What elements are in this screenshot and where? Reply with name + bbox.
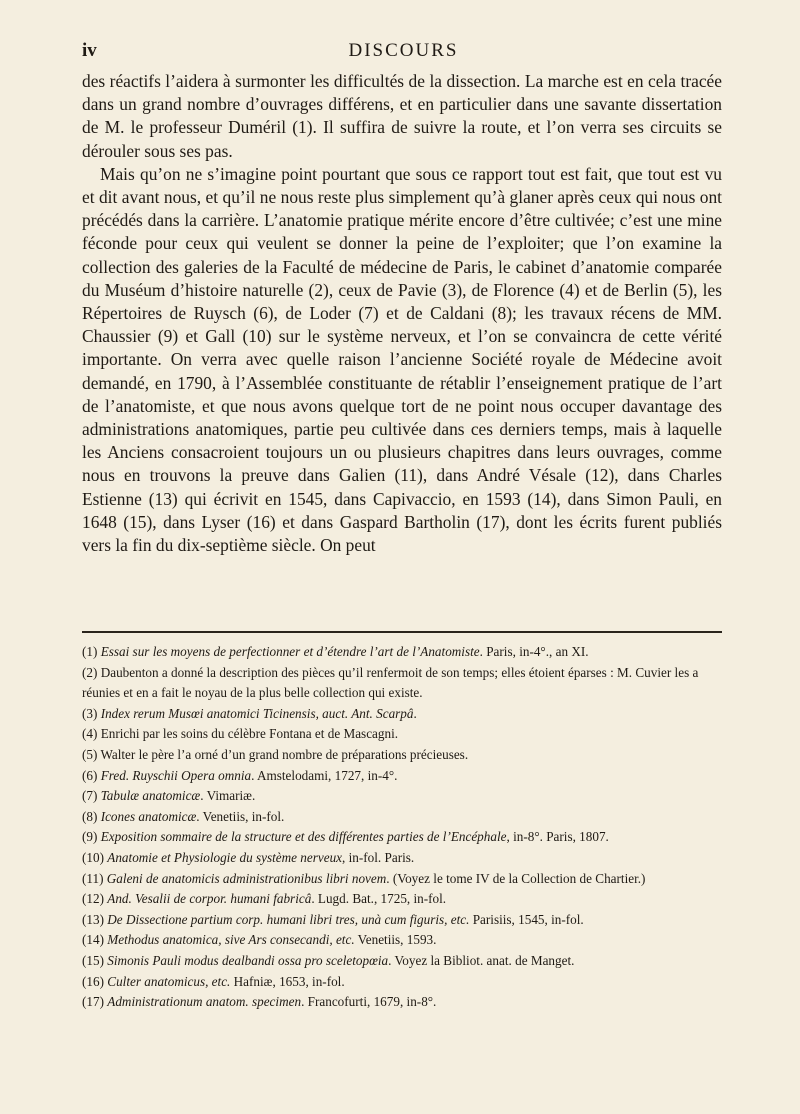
footnote-number: (13) [82, 911, 104, 927]
footnote-number: (7) [82, 788, 98, 804]
footnote-number: (14) [82, 932, 104, 948]
footnote-text: Walter le père l’a orné d’un grand nombre de préparations précieuses. [100, 746, 469, 762]
footnote-text: . Paris, in-4°., an XI. [479, 644, 589, 659]
footnote-number: (5) [82, 746, 98, 762]
main-text [82, 70, 722, 557]
footnote-text: . Voyez la Bibliot. anat. de Manget. [388, 952, 575, 968]
footnote-number: (10) [82, 849, 104, 865]
footnote-3 [82, 704, 722, 725]
footnote-text: . Amstelodami, 1727, in-4°. [251, 767, 398, 783]
footnote-number: (4) [82, 726, 98, 742]
footnote-title: Fred. Ruyschii Opera omnia [100, 767, 252, 783]
footnote-text: , in-fol. Paris. [342, 849, 415, 865]
footnote-14 [82, 930, 722, 951]
footnote-title: Exposition sommaire de la structure et des différentes parties de l’Encéphale [100, 829, 507, 845]
footnote-number: (12) [82, 891, 104, 907]
page-header [82, 40, 725, 66]
footnote-title: And. Vesalii de corpor. humani fabricâ [107, 891, 312, 907]
footnote-15 [82, 951, 722, 972]
footnote-number: (6) [82, 767, 98, 783]
footnote-4 [82, 724, 722, 745]
footnote-text: . Francofurti, 1679, in-8°. [301, 994, 437, 1010]
footnote-5 [82, 745, 722, 766]
footnote-7 [82, 786, 722, 807]
footnote-text: , in-8°. Paris, 1807. [506, 829, 609, 845]
footnote-text: Enrichi par les soins du célèbre Fontana et de Mascagni. [100, 726, 399, 742]
footnote-text: Parisiis, 1545, in-fol. [469, 911, 584, 927]
footnote-13 [82, 910, 722, 931]
footnote-10 [82, 848, 722, 869]
footnote-text: . (Voyez le tome IV de la Collection de Chartier.) [386, 870, 646, 886]
footnote-title: Methodus anatomica, sive Ars consecandi, etc. [107, 932, 355, 948]
footnote-6 [82, 766, 722, 787]
paragraph: Mais qu’on ne s’imagine point pourtant que sous ce rapport tout est fait, que tout est vu et dit avant nous, et qu’il ne nous reste plus simplement qu’à glaner après ceux qui nous ont précédés dans la carrière. L’anatomie pratique mérite encore d’être cultivée; c’est une mine féconde pour ceux qui veulent se donner la peine de l’exploiter; que l’on examine la collection des galeries de la Faculté de médecine de Paris, le cabinet d’anatomie comparée du Muséum d’histoire naturelle (2), ceux de Pavie (3), de Florence (4) et de Berlin (5), les Répertoires de Ruysch (6), de Loder (7) et de Caldani (8); les travaux récens de MM. Chaussier (9) et Gall (10) sur le système nerveux, et l’on se convaincra de cette vérité importante. On verra avec quelle raison l’ancienne Société royale de Médecine avoit demandé, en 1790, à l’Assemblée constituante de rétablir l’enseignement pratique de l’art de l’anatomiste, et que nous avons quelque tort de ne point nous occuper davantage des administrations anatomiques, partie peu cultivée dans ces derniers temps, mais à laquelle les Anciens consacroient toujours un ou plusieurs chapitres dans leurs ouvrages, comme nous en trouvons la preuve dans Galien (11), dans André Vésale (12), dans Charles Estienne (13) qui écrivit en 1545, dans Capivaccio, en 1593 (14), dans Simon Pauli, en 1648 (15), dans Lyser (16) et dans Gaspard Bartholin (17), dont les écrits furent publiés vers la fin du dix-septième siècle. On peut [82, 163, 722, 556]
footnote-number: (11) [82, 870, 104, 886]
footnote-title: Index rerum Musœi anatomici Ticinensis, auct. Ant. Scarpâ [100, 705, 414, 721]
footnote-text: . Lugd. Bat., 1725, in-fol. [311, 891, 447, 907]
footnote-title: De Dissectione partium corp. humani libri tres, unà cum figuris, etc. [107, 911, 470, 927]
footnote-title: Simonis Pauli modus dealbandi ossa pro sceletopœia [107, 952, 389, 968]
footnote-9 [82, 827, 722, 848]
footnote-title: Tabulæ anatomicæ [100, 788, 201, 804]
footnote-2 [82, 663, 722, 704]
page-number: iv [82, 40, 97, 61]
footnote-11 [82, 869, 722, 890]
footnote-number: (8) [82, 808, 98, 824]
footnote-1 [82, 642, 722, 663]
footnotes [82, 642, 722, 1013]
footnote-title: Culter anatomicus, etc. [107, 973, 231, 989]
footnote-text: Venetiis, 1593. [354, 932, 437, 948]
running-title: DISCOURS [348, 40, 459, 61]
footnote-8 [82, 807, 722, 828]
footnote-text: . Vimariæ. [200, 788, 256, 804]
footnote-number: (17) [82, 994, 104, 1010]
footnote-17 [82, 992, 722, 1013]
footnote-text: . Venetiis, in-fol. [196, 808, 285, 824]
footnote-title: Galeni de anatomicis administrationibus libri novem [106, 870, 387, 886]
footnote-number: (9) [82, 829, 98, 845]
footnote-text: . [413, 705, 417, 721]
footnote-number: (2) [82, 664, 98, 680]
footnote-number: (1) [82, 644, 98, 659]
footnote-number: (16) [82, 973, 104, 989]
footnote-number: (3) [82, 705, 98, 721]
footnote-text: Daubenton a donné la description des pièces qu’il renfermoit de son temps; elles étoient éparses : M. Cuvier les a réunies et en a fait le noyau de la plus belle collection qui existe. [82, 664, 699, 701]
footnote-16 [82, 972, 722, 993]
footnote-title: Essai sur les moyens de perfectionner et d’étendre l’art de l’Anatomiste [100, 644, 480, 659]
paragraph: des réactifs l’aidera à surmonter les difficultés de la dissection. La marche est en cela tracée dans un grand nombre d’ouvrages différens, et en particulier dans une savante dissertation de M. le professeur Duméril (1). Il suffira de suivre la route, et l’on verra ses circuits se dérouler sous ses pas. [82, 71, 722, 161]
footnote-number: (15) [82, 952, 104, 968]
footnote-title: Anatomie et Physiologie du système nerveux [107, 849, 343, 865]
footnote-12 [82, 889, 722, 910]
footnote-title: Administrationum anatom. specimen [107, 994, 302, 1010]
footnote-title: Icones anatomicæ [100, 808, 197, 824]
footnote-text: Hafniæ, 1653, in-fol. [230, 973, 345, 989]
footnote-divider [82, 631, 722, 633]
